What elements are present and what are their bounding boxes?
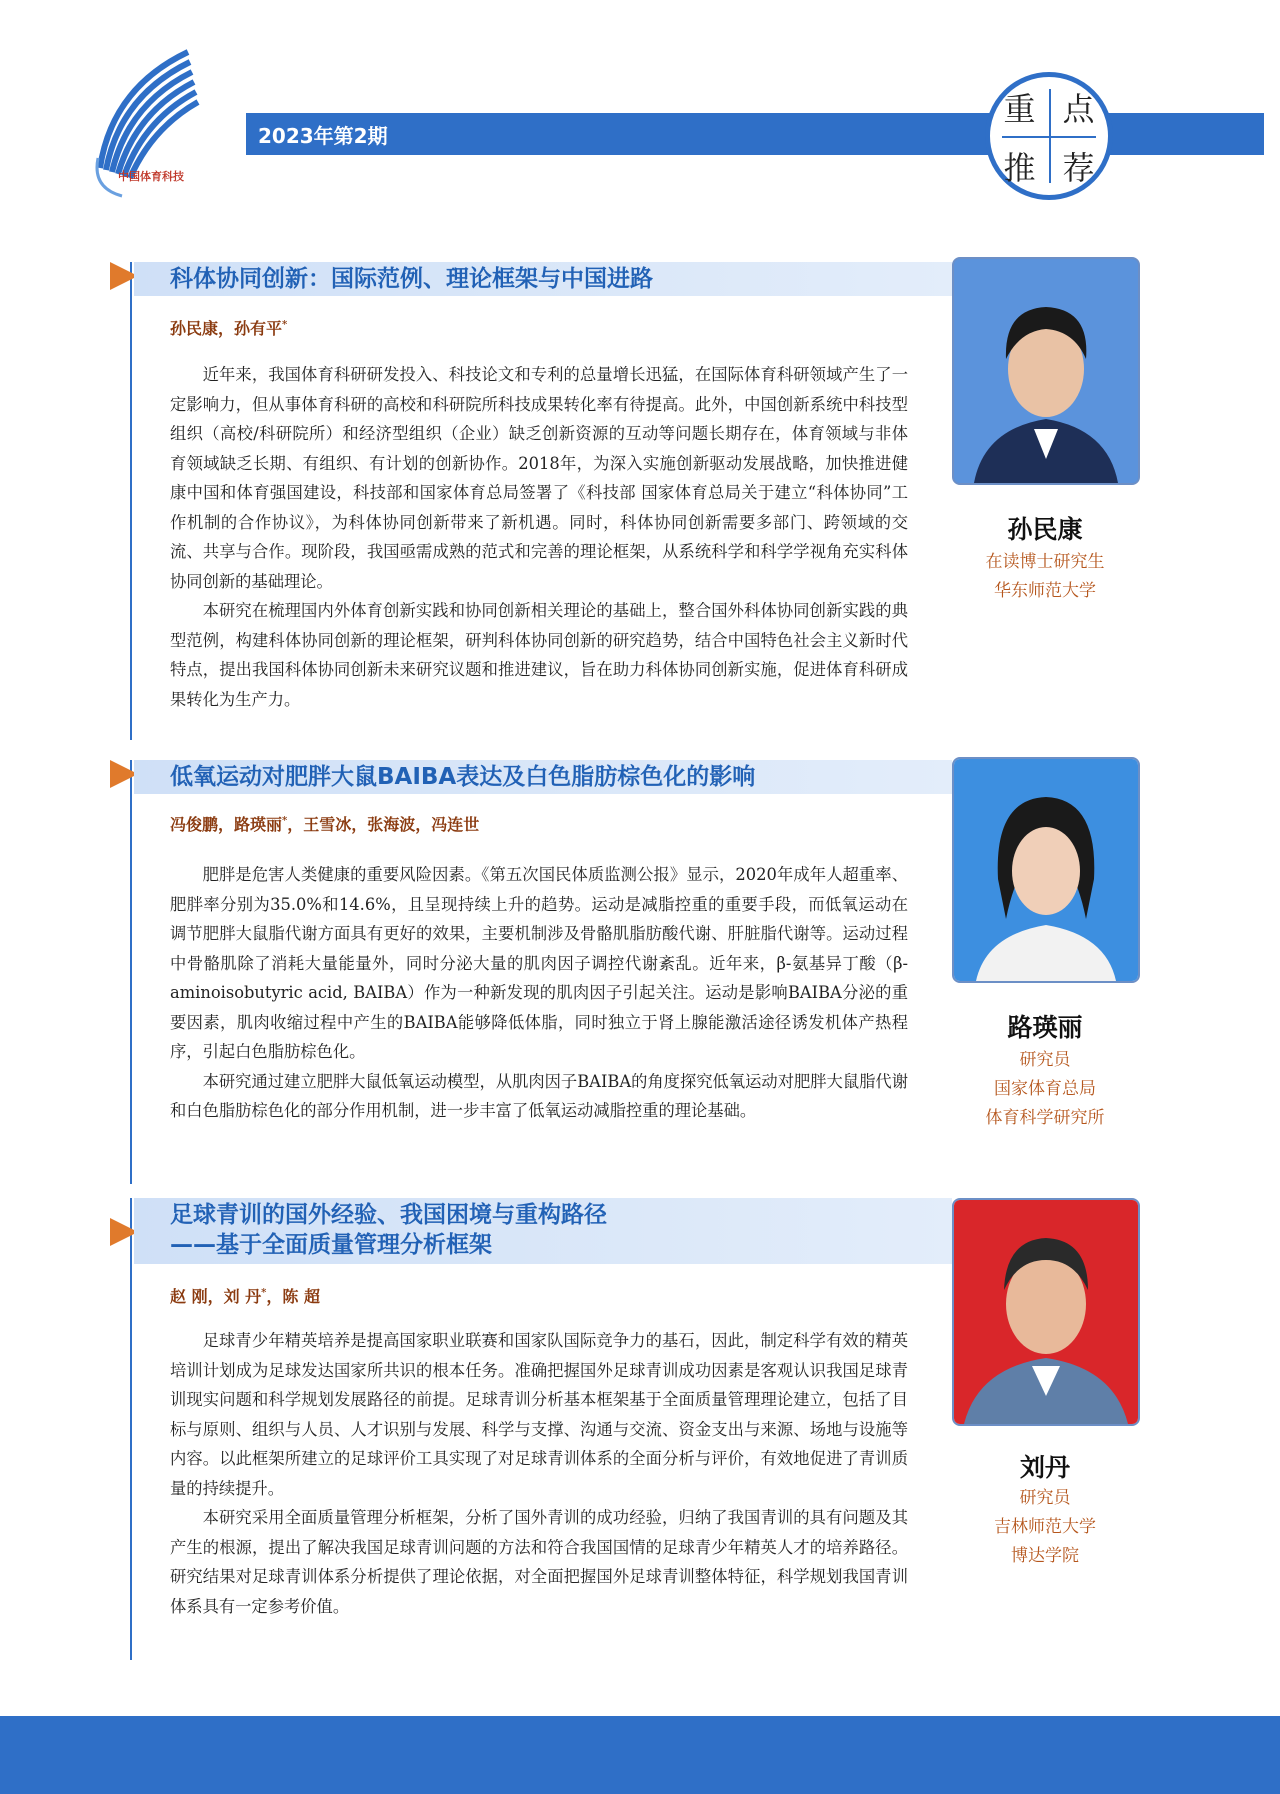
corresponding-mark: * bbox=[282, 319, 288, 331]
article-rule bbox=[130, 262, 132, 740]
issue-label: 2023年第2期 bbox=[258, 124, 388, 148]
footer-bar bbox=[0, 1716, 1280, 1794]
article-title: 低氧运动对肥胖大鼠BAIBA表达及白色脂肪棕色化的影响 bbox=[170, 764, 756, 790]
badge-char: 点 bbox=[1062, 89, 1095, 128]
affiliation-line: 华东师范大学 bbox=[994, 581, 1096, 601]
paragraph: 本研究采用全面质量管理分析框架，分析了国外青训的成功经验，归纳了我国青训的具有问题及其产生的根源，提出了解决我国足球青训问题的方法和符合我国国情的足球青少年精英人才的培养路径。研究结果对足球青训体系分析提供了理论依据，对全面把握国外足球青训整体特征，科学规划我国青训体系具有一定参考价值。 bbox=[170, 1508, 908, 1616]
author-photo bbox=[952, 1198, 1140, 1426]
paragraph: 本研究通过建立肥胖大鼠低氧运动模型，从肌肉因子BAIBA的角度探究低氧运动对肥胖大鼠脂代谢和白色脂肪棕色化的部分作用机制，进一步丰富了低氧运动减脂控重的理论基础。 bbox=[170, 1071, 908, 1120]
affiliation-line: 吉林师范大学 bbox=[994, 1517, 1096, 1537]
corresponding-mark: * bbox=[282, 815, 288, 827]
badge-char: 荐 bbox=[1062, 148, 1095, 187]
logo-text: 中国体育科技 bbox=[118, 170, 184, 183]
article-title: 科体协同创新：国际范例、理论框架与中国进路 bbox=[170, 266, 653, 292]
article-rule bbox=[130, 1198, 132, 1660]
featured-badge bbox=[985, 72, 1113, 200]
author-photo bbox=[952, 257, 1140, 485]
article-authors bbox=[170, 1284, 320, 1307]
article-title: 足球青训的国外经验、我国困境与重构路径 bbox=[170, 1202, 607, 1228]
corresponding-mark: * bbox=[261, 1287, 267, 1299]
paragraph: 本研究在梳理国内外体育创新实践和协同创新相关理论的基础上，整合国外科体协同创新实践的典型范例，构建科体协同创新的理论框架，研判科体协同创新的研究趋势，结合中国特色社会主义新时代特点，提出我国科体协同创新未来研究议题和推进建议，旨在助力科体协同创新实施，促进体育科研成果转化为生产力。 bbox=[170, 601, 908, 709]
author-affiliation bbox=[952, 1484, 1138, 1571]
author-photo bbox=[952, 757, 1140, 983]
affiliation-line: 研究员 bbox=[1019, 1488, 1071, 1508]
affiliation-line: 研究员 bbox=[1019, 1050, 1071, 1070]
affiliation-line: 体育科学研究所 bbox=[985, 1108, 1105, 1128]
article-abstract bbox=[170, 1326, 908, 1621]
article-abstract bbox=[170, 860, 908, 1126]
authors-text: 冯俊鹏，路瑛丽 bbox=[170, 815, 283, 834]
author-name: 刘丹 bbox=[1019, 1453, 1070, 1482]
authors-text: ，王雪冰，张海波，冯连世 bbox=[287, 815, 480, 834]
badge-char: 推 bbox=[1003, 148, 1036, 187]
badge-char: 重 bbox=[1003, 89, 1036, 128]
author-affiliation bbox=[952, 1046, 1138, 1133]
article-abstract bbox=[170, 360, 908, 714]
author-name: 孙民康 bbox=[1007, 515, 1083, 544]
authors-text: ，陈 超 bbox=[266, 1287, 320, 1306]
affiliation-line: 国家体育总局 bbox=[994, 1079, 1096, 1099]
paragraph: 肥胖是危害人类健康的重要风险因素。《第五次国民体质监测公报》显示，2020年成年人超重率、肥胖率分别为35.0%和14.6%，且呈现持续上升的趋势。运动是减脂控重的重要手段，而低氧运动在调节肥胖大鼠脂代谢方面具有更好的效果，主要机制涉及骨骼肌脂肪酸代谢、肝脏脂代谢等。运动过程中骨骼肌除了消耗大量能量外，同时分泌大量的肌肉因子调控代谢紊乱。近年来，β-氨基异丁酸（β-aminoisobutyric acid, BAIBA）作为一种新发现的肌肉因子引起关注。运动是影响BAIBA分泌的重要因素，肌肉收缩过程中产生的BAIBA能够降低体脂，同时独立于肾上腺能激活途径诱发机体产热程序，引起白色脂肪棕色化。 bbox=[170, 865, 908, 1061]
authors-text: 赵 刚，刘 丹 bbox=[170, 1287, 262, 1306]
article-subtitle: ——基于全面质量管理分析框架 bbox=[170, 1232, 492, 1258]
authors-text: 孙民康，孙有平 bbox=[170, 319, 283, 338]
author-affiliation bbox=[952, 548, 1138, 606]
article-authors bbox=[170, 812, 479, 835]
affiliation-line: 在读博士研究生 bbox=[985, 552, 1105, 572]
paragraph: 足球青少年精英培养是提高国家职业联赛和国家队国际竞争力的基石，因此，制定科学有效的精英培训计划成为足球发达国家所共识的根本任务。准确把握国外足球青训成功因素是客观认识我国足球青训现实问题和科学规划发展路径的前提。足球青训分析基本框架基于全面质量管理理论建立，包括了目标与原则、组织与人员、人才识别与发展、科学与支撑、沟通与交流、资金支出与来源、场地与设施等内容。以此框架所建立的足球评价工具实现了对足球青训体系的全面分析与评价，有效地促进了青训质量的持续提升。 bbox=[170, 1331, 908, 1498]
affiliation-line: 博达学院 bbox=[1011, 1546, 1079, 1566]
badge-divider bbox=[1002, 136, 1096, 138]
article-rule bbox=[130, 760, 132, 1184]
paragraph: 近年来，我国体育科研研发投入、科技论文和专利的总量增长迅猛，在国际体育科研领域产生了一定影响力，但从事体育科研的高校和科研院所科技成果转化率有待提高。此外，中国创新系统中科技型组织（高校/科研院所）和经济型组织（企业）缺乏创新资源的互动等问题长期存在，体育领域与非体育领域缺乏长期、有组织、有计划的创新协作。2018年，为深入实施创新驱动发展战略，加快推进健康中国和体育强国建设，科技部和国家体育总局签署了《科技部 国家体育总局关于建立“科体协同”工作机制的合作协议》，为科体协同创新带来了新机遇。同时，科体协同创新需要多部门、跨领域的交流、共享与合作。现阶段，我国亟需成熟的范式和完善的理论框架，从系统科学和科学学视角充实科体协同创新的基础理论。 bbox=[170, 365, 908, 591]
article-authors bbox=[170, 316, 287, 339]
author-name: 路瑛丽 bbox=[1007, 1013, 1083, 1042]
